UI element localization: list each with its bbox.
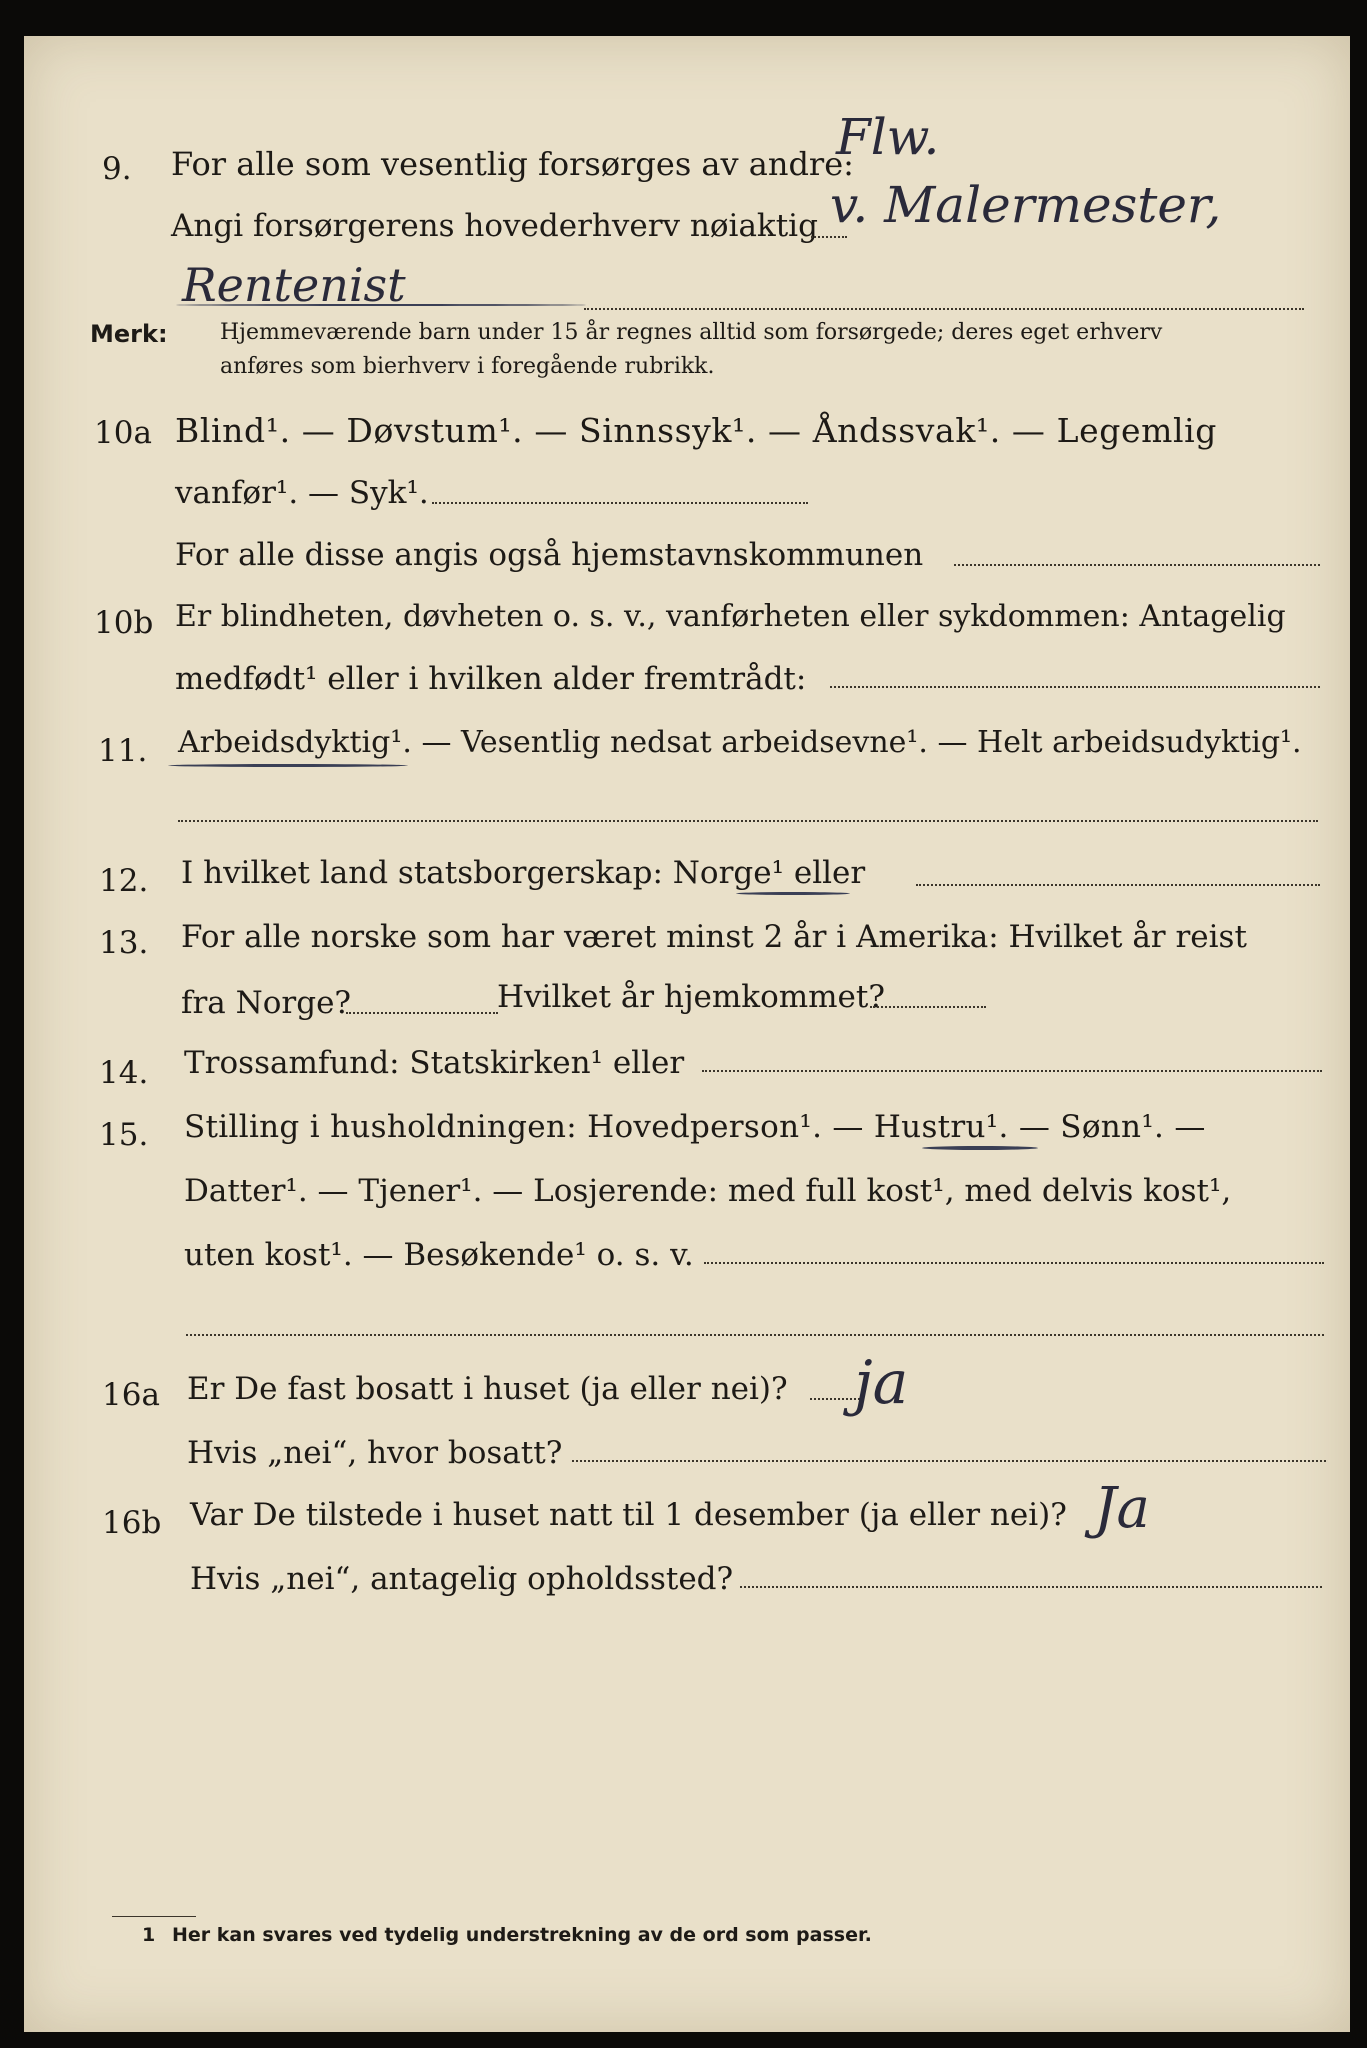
q11-question: Arbeidsdyktig¹. — Vesentlig nedsat arbeidsevne¹. — Helt arbeidsudyktig¹. — [178, 725, 1302, 760]
q12-answer-line — [916, 884, 1320, 886]
q15-answer-line — [704, 1262, 1324, 1264]
q16a-question-line2: Hvis „nei“, hvor bosatt? — [187, 1435, 563, 1471]
q12-number: 12. — [99, 863, 149, 899]
note-label: Merk: — [90, 320, 168, 348]
q13-question-line1: For alle norske som har været minst 2 år i Amerika: Hvilket år reist — [181, 919, 1247, 955]
q16b-question-line1: Var De tilstede i huset natt til 1 desember (ja eller nei)? — [190, 1497, 1067, 1533]
note-line1: Hjemmeværende barn under 15 år regnes alltid som forsørgede; deres eget erhverv — [220, 320, 1163, 345]
footnote-marker: 1 — [142, 1924, 156, 1946]
q15-answer-line-2 — [186, 1334, 1324, 1336]
q15-question-line1: Stilling i husholdningen: Hovedperson¹. — Hustru¹. — Sønn¹. — — [184, 1109, 1206, 1145]
q9-number: 9. — [102, 151, 132, 187]
q15-number: 15. — [99, 1117, 149, 1153]
q11-number: 11. — [98, 733, 148, 769]
q10a-question-line2: vanfør¹. — Syk¹. — [175, 475, 429, 511]
q9-question-line1: For alle som vesentlig forsørges av andre: — [171, 145, 854, 183]
q15-underline-hustru — [922, 1146, 1038, 1150]
footnote-rule — [112, 1916, 196, 1917]
q13-number: 13. — [99, 925, 149, 961]
q14-question: Trossamfund: Statskirken¹ eller — [184, 1045, 685, 1081]
q13-question-line2b: Hvilket år hjemkommet? — [497, 979, 885, 1015]
q10b-answer-line — [830, 686, 1320, 688]
q16b-where-line — [740, 1586, 1322, 1588]
q16b-question-line2: Hvis „nei“, antagelig opholdssted? — [190, 1561, 734, 1597]
q11-answer-line — [178, 820, 1318, 822]
q13-year-returned-line — [870, 1006, 986, 1008]
q10a-question-line1: Blind¹. — Døvstum¹. — Sinnssyk¹. — Åndssvak¹. — Legemlig — [175, 411, 1218, 450]
q11-underline-arbeidsdyktig — [168, 764, 408, 767]
footnote-text: Her kan svares ved tydelig understrekning av de ord som passer. — [172, 1924, 872, 1946]
q16a-answer-line — [810, 1398, 860, 1400]
q10a-hometown-line — [954, 564, 1320, 566]
note-line2: anføres som bierhverv i foregående rubrikk. — [220, 354, 715, 379]
q14-number: 14. — [99, 1055, 149, 1091]
q16a-number: 16a — [102, 1377, 160, 1413]
q10b-question-line2: medfødt¹ eller i hvilken alder fremtrådt: — [175, 661, 807, 697]
q13-year-left-line — [346, 1012, 498, 1014]
q10a-answer-line — [432, 502, 808, 504]
q9-question-line2: Angi forsørgerens hovederhverv nøiaktig — [171, 208, 818, 244]
q15-question-line3: uten kost¹. — Besøkende¹ o. s. v. — [184, 1237, 694, 1273]
q16b-number: 16b — [102, 1505, 162, 1541]
q13-question-line2a: fra Norge? — [181, 985, 352, 1021]
q10b-number: 10b — [94, 605, 154, 641]
q9-answer-line-2 — [584, 308, 1304, 310]
q9-handwritten-underline — [176, 304, 586, 306]
q16a-question-line1: Er De fast bosatt i huset (ja eller nei)? — [187, 1371, 788, 1407]
q9-handwritten-answer-3: Rentenist — [182, 258, 406, 312]
q10a-question-line3: For alle disse angis også hjemstavnskommunen — [175, 537, 924, 573]
q12-question: I hvilket land statsborgerskap: Norge¹ eller — [181, 855, 866, 891]
census-form-sheet — [24, 36, 1350, 2032]
q9-handwritten-answer-1: Flw. — [836, 108, 940, 166]
q10a-number: 10a — [94, 415, 152, 451]
q9-handwritten-answer-2: v. Malermester, — [830, 176, 1222, 234]
q9-answer-line — [811, 236, 847, 238]
q10b-question-line1: Er blindheten, døvheten o. s. v., vanførheten eller sykdommen: Antagelig — [175, 599, 1286, 634]
q16b-handwritten-answer: Ja — [1094, 1476, 1150, 1541]
q16a-handwritten-answer: ja — [854, 1348, 909, 1418]
q16a-where-line — [572, 1460, 1326, 1462]
q12-underline-norge — [736, 892, 850, 895]
q14-answer-line — [702, 1070, 1322, 1072]
q15-question-line2: Datter¹. — Tjener¹. — Losjerende: med full kost¹, med delvis kost¹, — [184, 1173, 1232, 1209]
